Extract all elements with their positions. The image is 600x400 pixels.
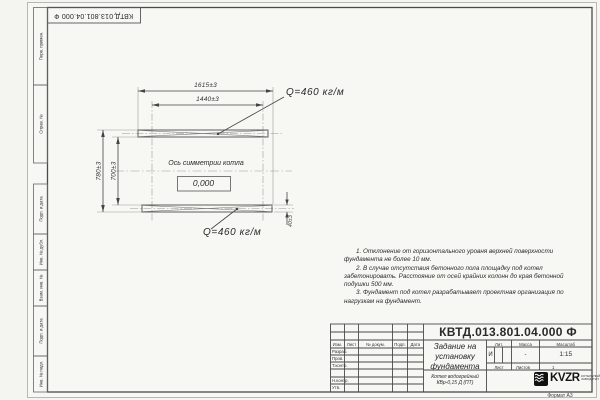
col-dokum: № докум. — [366, 341, 385, 347]
note-1: 1. Отклонение от горизонтального уровня верхней поверхности фундамента не более 10 мм. — [344, 248, 554, 264]
company-name-line1: КОТЕЛЬНЫЙ — [581, 373, 600, 378]
company-name — [581, 375, 600, 383]
note-2: 2. В случае отсутствия бетонного пола площадку под котел забетонировать. Расстояние от осей крайних колонн до края бетонной подушки 500 мм. — [344, 264, 564, 289]
product-name: Котел водогрейный КВр-0,15 Д (ПТ) — [431, 373, 479, 386]
sheets-value: 1 — [552, 364, 555, 370]
company-name-line2: ЗАВОД РЭП — [581, 377, 599, 382]
margin-label-podp-data-1: Подп. и дата — [38, 196, 43, 222]
dim-beam-height: 40±3 — [288, 215, 294, 227]
margin-label-podp-data-2: Подп. и дата — [38, 318, 43, 344]
row-nkontr: Н.контр. — [332, 378, 349, 383]
note-3: 3. Фундамент под котел разрабатывает проектная организация по нагрузкам на фундамент. — [344, 289, 564, 305]
row-tkontr: Т.контр. — [332, 363, 348, 368]
row-razrab: Разраб. — [332, 349, 348, 354]
code-stamp: КВТД.013.801.04.000 Ф — [53, 12, 134, 19]
kvzr-logo-icon — [534, 372, 548, 386]
col-podp: Подп. — [394, 341, 406, 347]
company-logo-text: KVZR — [550, 371, 580, 384]
load-label-bottom: Q=460 кг/м — [203, 227, 262, 238]
col-data: Дата — [410, 341, 420, 347]
scale-value: 1:15 — [559, 351, 573, 358]
dim-top-outer: 1615±3 — [194, 81, 217, 89]
sheet-label: Лист — [494, 364, 504, 370]
doc-title: Задание на установку фундамента — [430, 342, 480, 371]
lit-value: И — [488, 352, 493, 358]
doc-number: КВТД.013.801.04.000 Ф — [439, 325, 577, 339]
elevation-mark: 0,000 — [192, 178, 215, 188]
notes-block — [344, 248, 578, 306]
mass-label: Масса — [519, 341, 532, 347]
dim-top-inner: 1440±3 — [196, 95, 219, 103]
margin-label-sprav-no: Справ. № — [38, 114, 43, 134]
symmetry-axis-label: Ось симметрии котла — [168, 159, 244, 167]
dim-left-inner: 700±3 — [110, 161, 118, 181]
dim-left-outer: 780±3 — [95, 161, 103, 181]
margin-label-perv-primen: Перв. примен. — [38, 31, 43, 61]
row-prov: Пров. — [332, 356, 344, 361]
margin-label-inv-dubl: Инв. № дубл. — [38, 238, 43, 266]
sheets-label: Листов — [516, 364, 530, 370]
row-utv: Утв. — [332, 385, 341, 390]
format-note: Формат А3 — [547, 392, 573, 399]
scale-label: Масштаб — [556, 341, 575, 347]
load-label-top: Q=460 кг/м — [286, 87, 345, 98]
mass-value: - — [524, 352, 527, 358]
margin-label-vzam-inv: Взам. инв. № — [38, 274, 43, 302]
col-izm: Изм. — [332, 341, 342, 347]
margin-label-inv-podl: Инв. № подл. — [38, 360, 43, 388]
lit-label: Лит. — [495, 341, 503, 347]
col-list: Лист — [346, 341, 357, 347]
